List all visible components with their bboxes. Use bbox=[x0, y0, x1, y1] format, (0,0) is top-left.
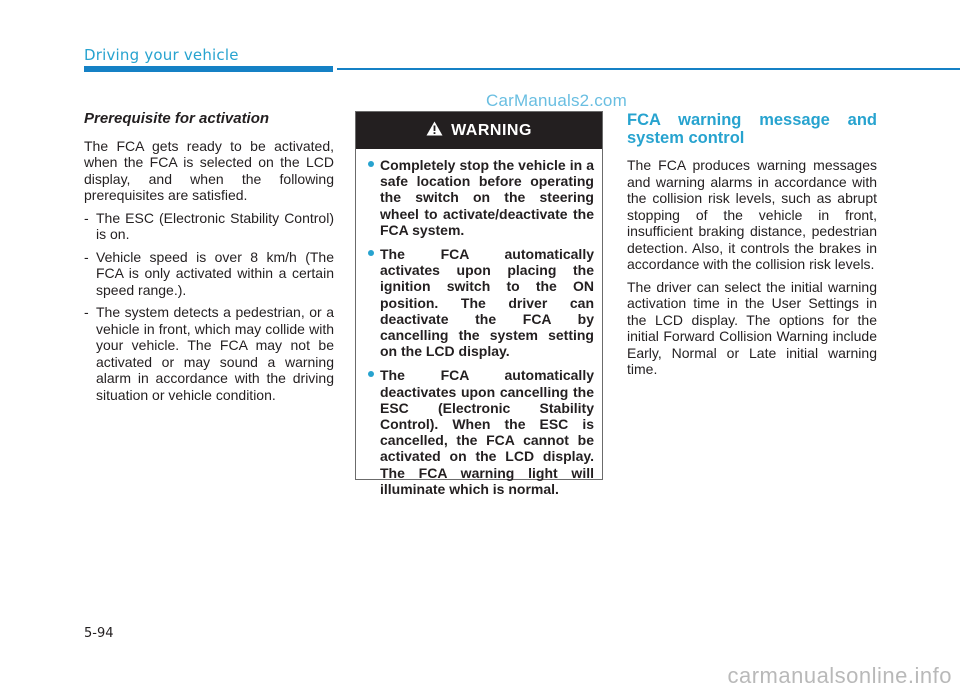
header-rule-thin bbox=[337, 68, 960, 70]
warning-item-text: Completely stop the vehicle in a safe location before operating the switch on the steering wheel to activate/deactivate the FCA system. bbox=[380, 157, 594, 238]
list-item: - The ESC (Electronic Stability Control) is on. bbox=[84, 210, 334, 243]
paragraph: The driver can select the initial warning activation time in the User Settings in the LCD display. The options for the initial Forward Collision Warning include Early, Normal or Late initial warning time. bbox=[627, 278, 877, 377]
warning-item bbox=[368, 367, 594, 497]
prerequisite-list bbox=[84, 210, 334, 404]
paragraph: The FCA produces warning messages and warning alarms in accordance with the collision risk levels, such as abrupt stopping of the vehicle in front, insufficient braking distance, pedestrian detection. Also, it controls the brakes in accordance with the collision risk levels. bbox=[627, 157, 877, 272]
right-column bbox=[627, 111, 877, 384]
warning-item-text: The FCA automatically activates upon placing the ignition switch to the ON position. The driver can deactivate the FCA by cancelling the system setting on the LCD display. bbox=[380, 246, 594, 360]
list-item: - The system detects a pedestrian, or a vehicle in front, which may collide with your vehicle. The FCA may not be activated or may sound a warning alarm in accordance with the driving situation or vehicle condition. bbox=[84, 304, 334, 403]
header-rule-thick bbox=[84, 66, 333, 72]
prerequisite-heading: Prerequisite for activation bbox=[84, 110, 270, 127]
page-number: 5-94 bbox=[84, 626, 114, 641]
warning-box bbox=[355, 111, 603, 497]
section-title: Driving your vehicle bbox=[84, 46, 239, 64]
warning-item-text: The FCA automatically deactivates upon cancelling the ESC (Electronic Stability Control). When the ESC is cancelled, the FCA cannot be activated on the LCD display. The FCA warning light will illuminate which is normal. bbox=[380, 367, 594, 497]
fca-warning-heading: FCA warning message and system control bbox=[627, 111, 877, 147]
warning-item bbox=[368, 246, 594, 359]
list-item: - Vehicle speed is over 8 km/h (The FCA is only activated within a certain speed range.). bbox=[84, 249, 334, 299]
warning-item bbox=[368, 157, 594, 238]
watermark: CarManuals2.com bbox=[486, 91, 627, 110]
warning-header bbox=[356, 112, 602, 149]
bullet-icon bbox=[368, 371, 374, 377]
warning-title: WARNING bbox=[451, 121, 532, 139]
warning-triangle-icon bbox=[426, 121, 443, 141]
prerequisite-intro: The FCA gets ready to be activated, when the FCA is selected on the LCD display, and when the following prerequisites are satisfied. bbox=[84, 137, 334, 203]
bullet-icon bbox=[368, 161, 374, 167]
left-column bbox=[84, 111, 334, 409]
footer-site: carmanualsonline.info bbox=[727, 663, 952, 688]
bullet-icon bbox=[368, 250, 374, 256]
warning-list bbox=[356, 149, 602, 497]
